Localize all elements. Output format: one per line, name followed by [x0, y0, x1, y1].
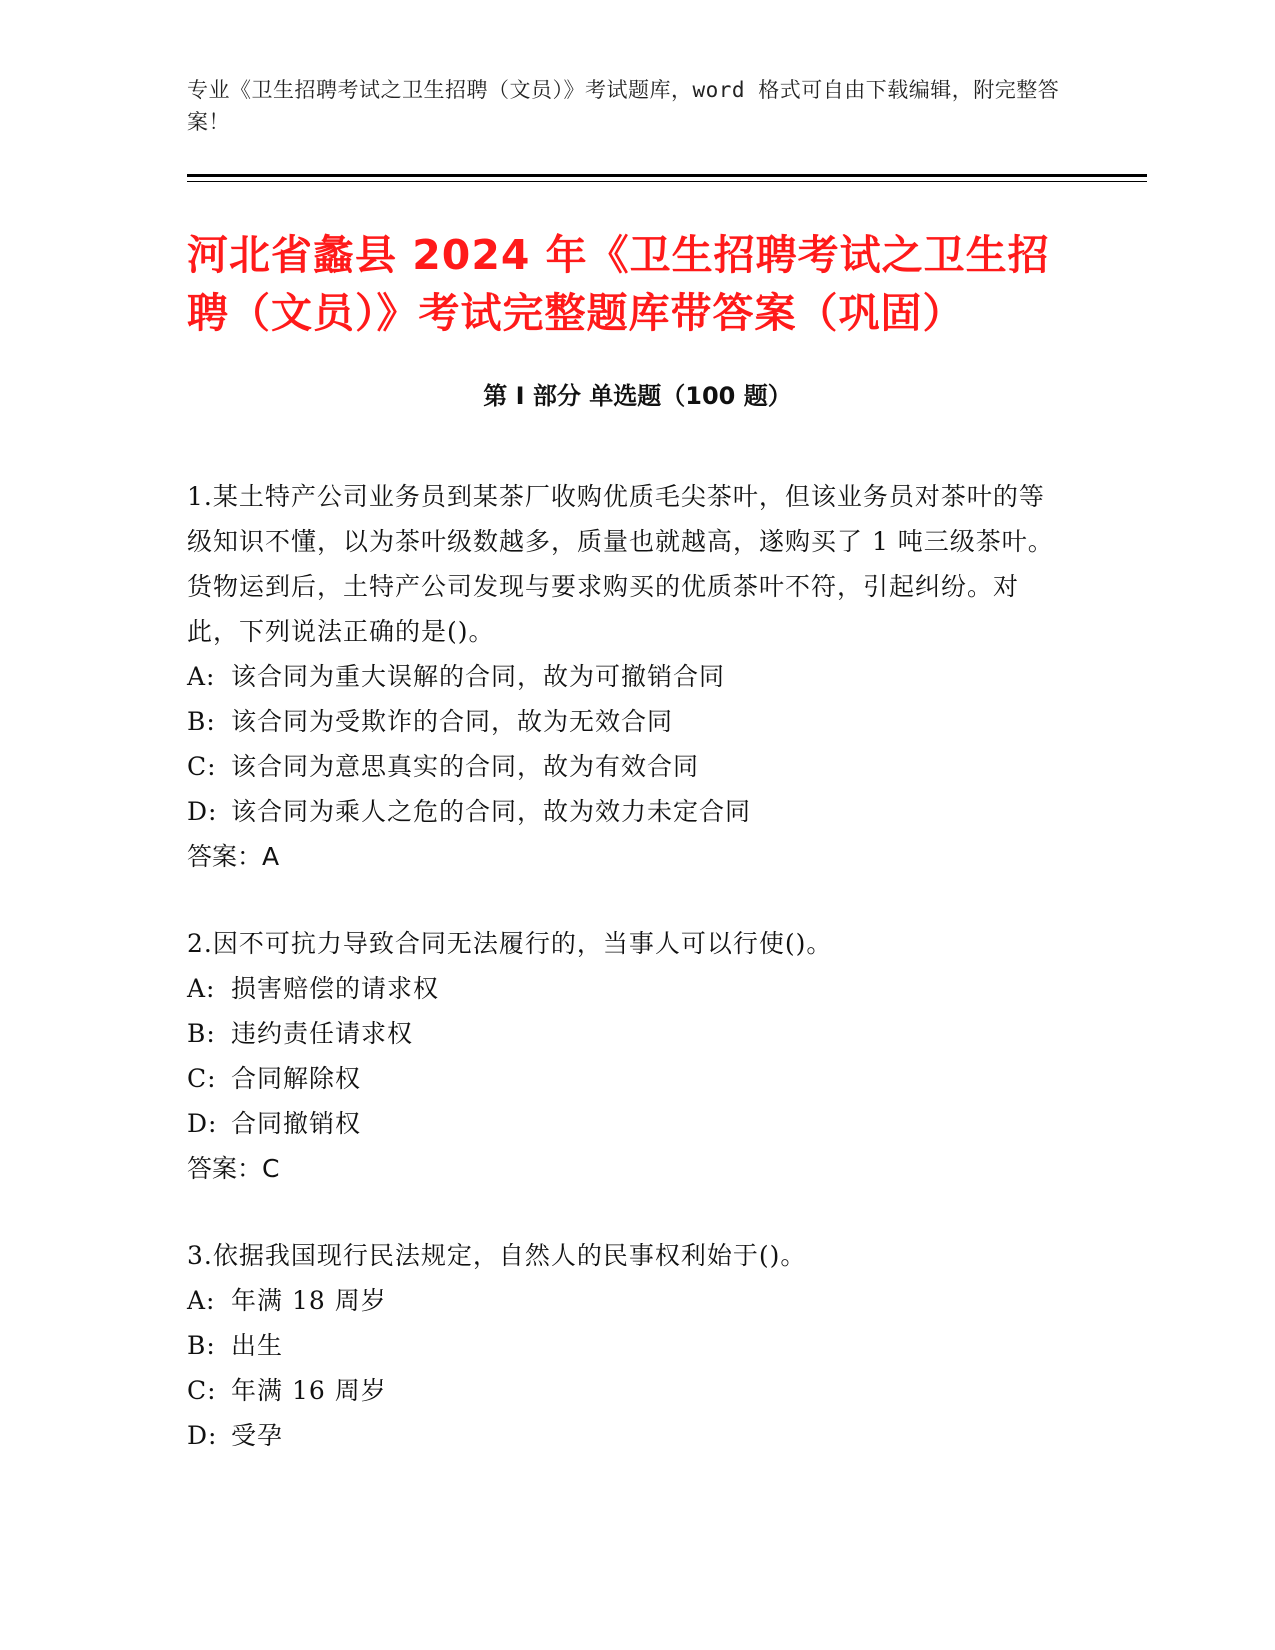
document-title: 河北省蠡县 2024 年《卫生招聘考试之卫生招聘（文员）》考试完整题库带答案（巩固） [187, 231, 1050, 337]
option-text: 年满 16 周岁 [231, 1376, 387, 1405]
question-stem: 1.某土特产公司业务员到某茶厂收购优质毛尖茶叶，但该业务员对茶叶的等级知识不懂，以为茶叶级数越多，质量也就越高，遂购买了 1 吨三级茶叶。货物运到后，土特产公司发现与要求购买的优质茶叶不符，引起纠纷。对此，下列说法正确的是()。 [187, 482, 1054, 646]
option-key: A: [187, 974, 216, 1003]
question-3 [187, 1233, 1057, 1458]
option-key: C: [187, 752, 217, 781]
option-text: 合同解除权 [231, 1064, 362, 1093]
option-key: C: [187, 1376, 217, 1405]
option-key: D: [187, 1421, 218, 1450]
option-d [187, 789, 1057, 834]
header-rule-thin [187, 181, 1147, 182]
option-d [187, 1413, 1057, 1458]
option-key: B: [187, 1019, 216, 1048]
option-text: 该合同为意思真实的合同，故为有效合同 [231, 752, 700, 781]
option-key: B: [187, 707, 216, 736]
option-c [187, 1056, 1057, 1101]
answer-label: 答案：C [187, 1154, 280, 1183]
option-text: 违约责任请求权 [231, 1019, 414, 1048]
question-list [187, 474, 1057, 1500]
option-a [187, 654, 1057, 699]
option-key: A: [187, 1286, 216, 1315]
option-a [187, 1278, 1057, 1323]
option-text: 合同撤销权 [231, 1109, 362, 1138]
option-text: 该合同为重大误解的合同，故为可撤销合同 [231, 662, 726, 691]
section-title: 第 I 部分 单选题（100 题） [483, 382, 792, 410]
option-b [187, 1011, 1057, 1056]
option-d [187, 1101, 1057, 1146]
question-stem: 3.依据我国现行民法规定，自然人的民事权利始于()。 [187, 1241, 807, 1270]
option-text: 该合同为受欺诈的合同，故为无效合同 [231, 707, 674, 736]
option-text: 受孕 [231, 1421, 284, 1450]
option-key: D: [187, 797, 218, 826]
option-text: 年满 18 周岁 [231, 1286, 387, 1315]
option-a [187, 966, 1057, 1011]
option-b [187, 1323, 1057, 1368]
question-1 [187, 474, 1057, 879]
question-2 [187, 921, 1057, 1191]
option-c [187, 1368, 1057, 1413]
option-b [187, 699, 1057, 744]
header-note: 专业《卫生招聘考试之卫生招聘（文员）》考试题库，word 格式可自由下载编辑，附完整答案！ [187, 78, 1060, 134]
answer-label: 答案：A [187, 842, 280, 871]
option-key: C: [187, 1064, 217, 1093]
option-key: A: [187, 662, 216, 691]
option-text: 损害赔偿的请求权 [231, 974, 440, 1003]
header-rule-thick [187, 174, 1147, 177]
option-text: 该合同为乘人之危的合同，故为效力未定合同 [231, 797, 752, 826]
option-c [187, 744, 1057, 789]
question-stem: 2.因不可抗力导致合同无法履行的，当事人可以行使()。 [187, 929, 833, 958]
option-text: 出生 [231, 1331, 284, 1360]
option-key: D: [187, 1109, 218, 1138]
option-key: B: [187, 1331, 216, 1360]
